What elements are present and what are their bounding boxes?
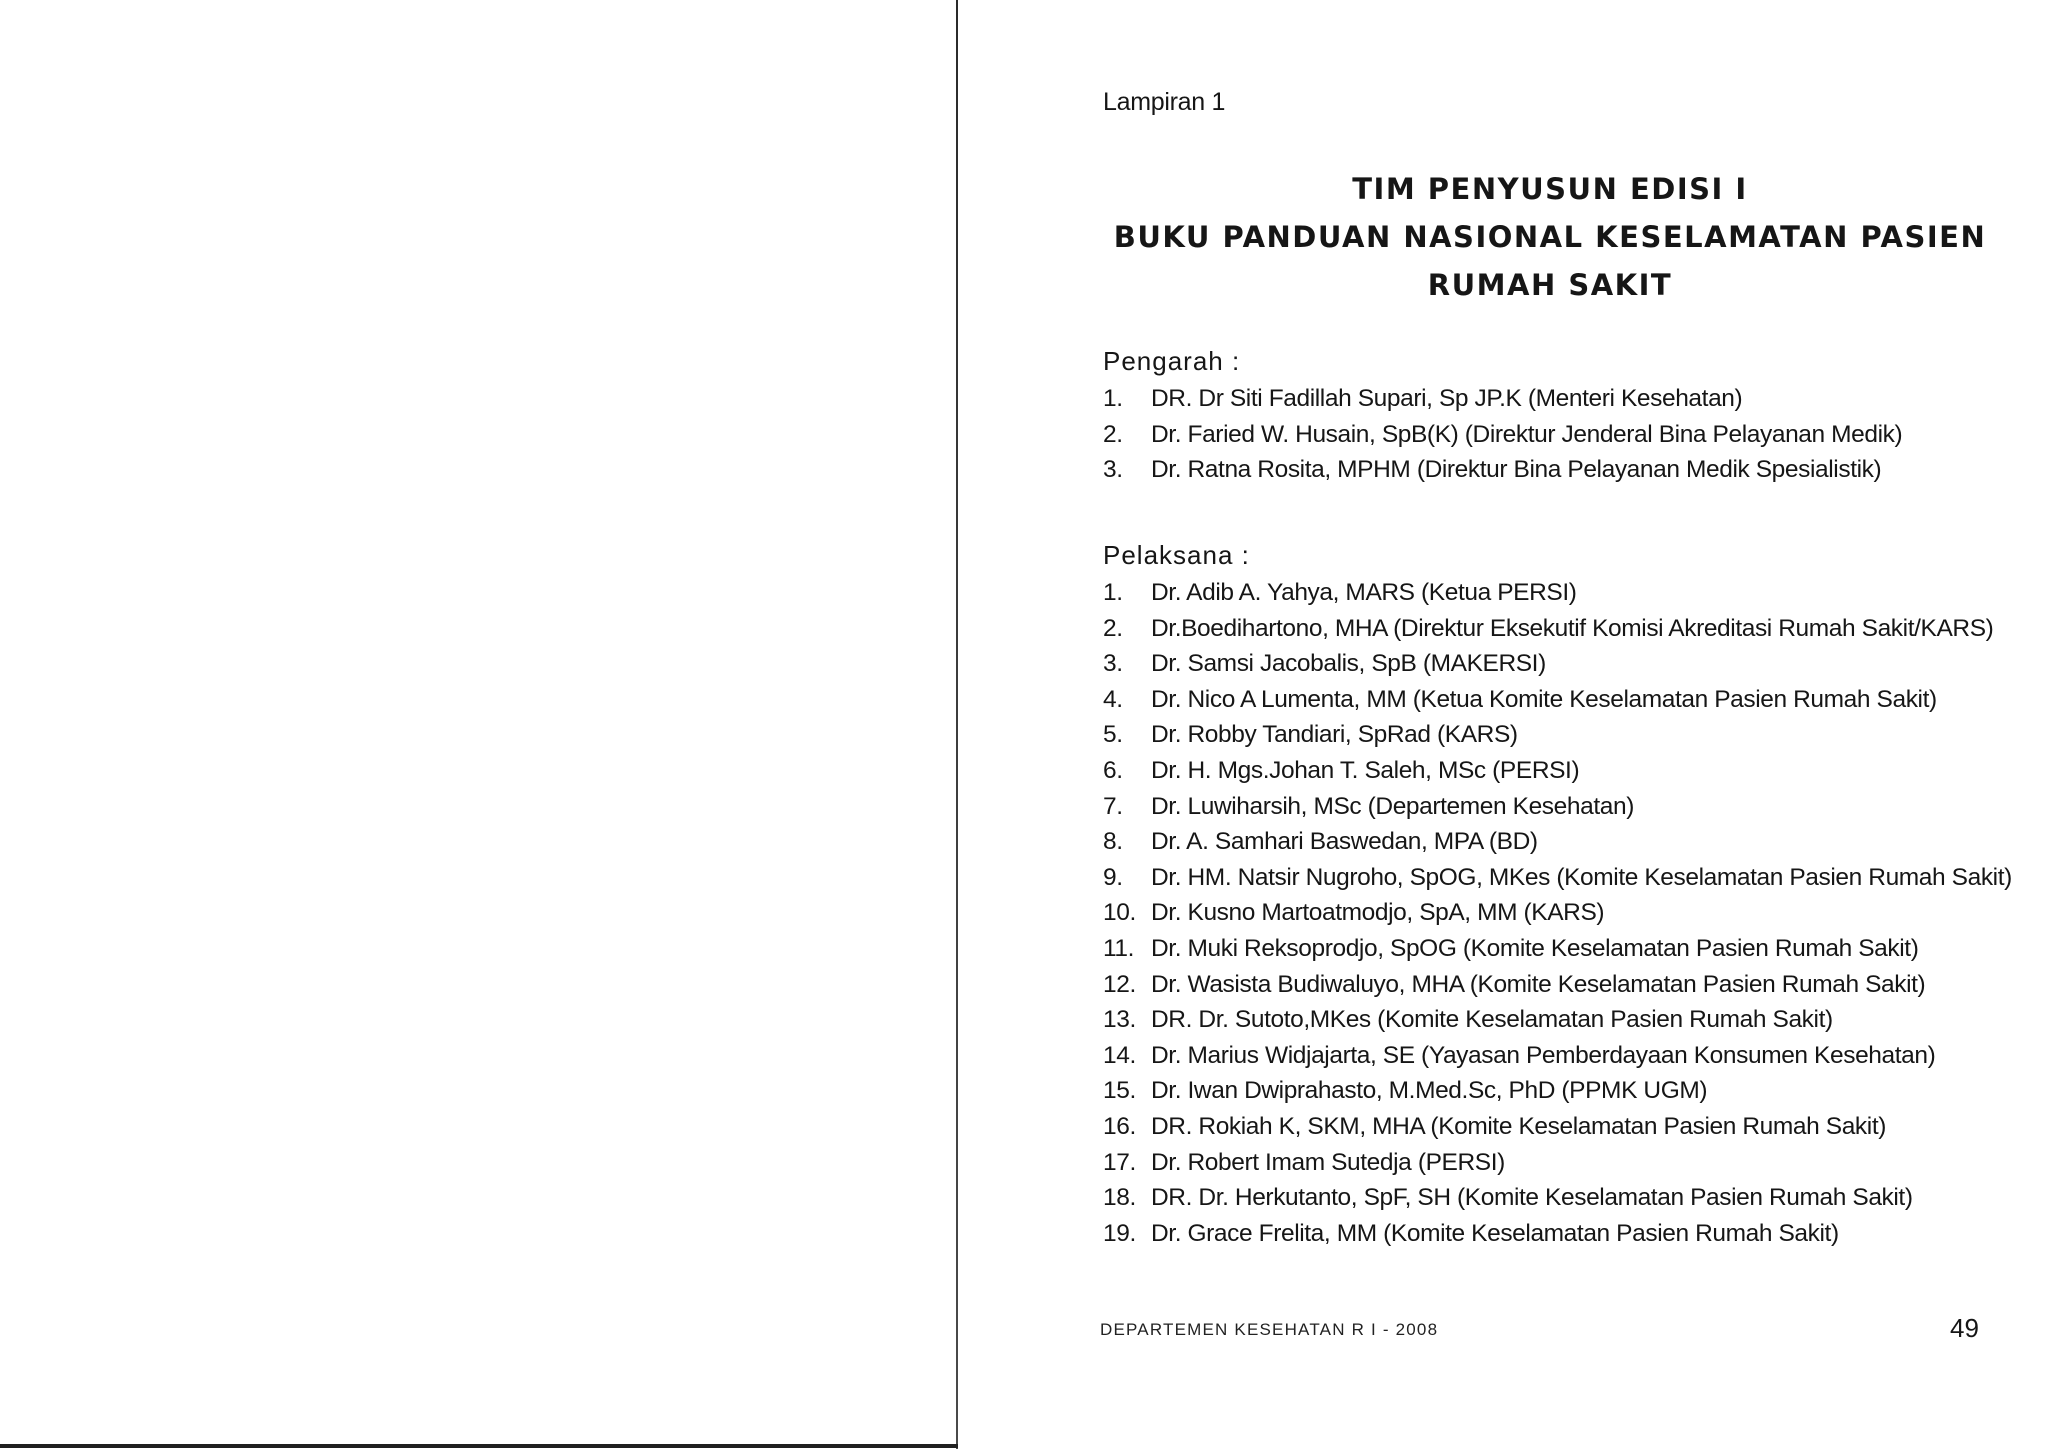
- list-item: 19. Dr. Grace Frelita, MM (Komite Keselamatan Pasien Rumah Sakit): [1103, 1219, 1839, 1247]
- list-item: 18. DR. Dr. Herkutanto, SpF, SH (Komite Keselamatan Pasien Rumah Sakit): [1103, 1184, 1913, 1212]
- footer-publisher: DEPARTEMEN KESEHATAN R I - 2008: [1100, 1320, 1439, 1339]
- list-item: 17. Dr. Robert Imam Sutedja (PERSI): [1103, 1148, 1505, 1176]
- list-item: 3. Dr. Ratna Rosita, MPHM (Direktur Bina Pelayanan Medik Spesialistik): [1103, 456, 1882, 484]
- title-line-3: RUMAH SAKIT: [1427, 268, 1673, 302]
- title-line-1: TIM PENYUSUN EDISI I: [1352, 172, 1748, 206]
- pelaksana-list: [1103, 575, 2012, 1251]
- appendix-label: Lampiran 1: [1103, 88, 1226, 116]
- document-title: [1100, 165, 2000, 309]
- list-item: 12. Dr. Wasista Budiwaluyo, MHA (Komite Keselamatan Pasien Rumah Sakit): [1103, 970, 1926, 998]
- list-item: 15. Dr. Iwan Dwiprahasto, M.Med.Sc, PhD (PPMK UGM): [1103, 1077, 1708, 1105]
- list-item: 16. DR. Rokiah K, SKM, MHA (Komite Keselamatan Pasien Rumah Sakit): [1103, 1112, 1886, 1140]
- pengarah-list: [1103, 381, 1903, 488]
- pengarah-heading: Pengarah :: [1103, 346, 1241, 376]
- list-item: 4. Dr. Nico A Lumenta, MM (Ketua Komite Keselamatan Pasien Rumah Sakit): [1103, 685, 1937, 713]
- pelaksana-heading: Pelaksana :: [1103, 540, 1250, 570]
- list-item: 2. Dr. Faried W. Husain, SpB(K) (Direktur Jenderal Bina Pelayanan Medik): [1103, 420, 1903, 448]
- list-item: 1. Dr. Adib A. Yahya, MARS (Ketua PERSI): [1103, 579, 1577, 606]
- list-item: 5. Dr. Robby Tandiari, SpRad (KARS): [1103, 721, 1518, 749]
- list-item: 6. Dr. H. Mgs.Johan T. Saleh, MSc (PERSI): [1103, 756, 1580, 784]
- list-item: 1. DR. Dr Siti Fadillah Supari, Sp JP.K (Menteri Kesehatan): [1103, 385, 1743, 412]
- pelaksana-section: [1103, 540, 2012, 1251]
- list-item: 3. Dr. Samsi Jacobalis, SpB (MAKERSI): [1103, 650, 1546, 678]
- page-number: 49: [1950, 1313, 1979, 1343]
- pengarah-section: [1103, 346, 1903, 488]
- title-line-2: BUKU PANDUAN NASIONAL KESELAMATAN PASIEN: [1113, 220, 1987, 254]
- list-item: 2. Dr.Boedihartono, MHA (Direktur Eksekutif Komisi Akreditasi Rumah Sakit/KARS): [1103, 614, 1994, 642]
- list-item: 13. DR. Dr. Sutoto,MKes (Komite Keselamatan Pasien Rumah Sakit): [1103, 1006, 1833, 1034]
- list-item: 14. Dr. Marius Widjajarta, SE (Yayasan Pemberdayaan Konsumen Kesehatan): [1103, 1041, 1936, 1069]
- list-item: 10. Dr. Kusno Martoatmodjo, SpA, MM (KARS): [1103, 899, 1605, 927]
- list-item: 8. Dr. A. Samhari Baswedan, MPA (BD): [1103, 828, 1538, 856]
- list-item: 11. Dr. Muki Reksoprodjo, SpOG (Komite Keselamatan Pasien Rumah Sakit): [1103, 934, 1919, 962]
- list-item: 9. Dr. HM. Natsir Nugroho, SpOG, MKes (Komite Keselamatan Pasien Rumah Sakit): [1103, 863, 2012, 891]
- list-item: 7. Dr. Luwiharsih, MSc (Departemen Kesehatan): [1103, 792, 1634, 820]
